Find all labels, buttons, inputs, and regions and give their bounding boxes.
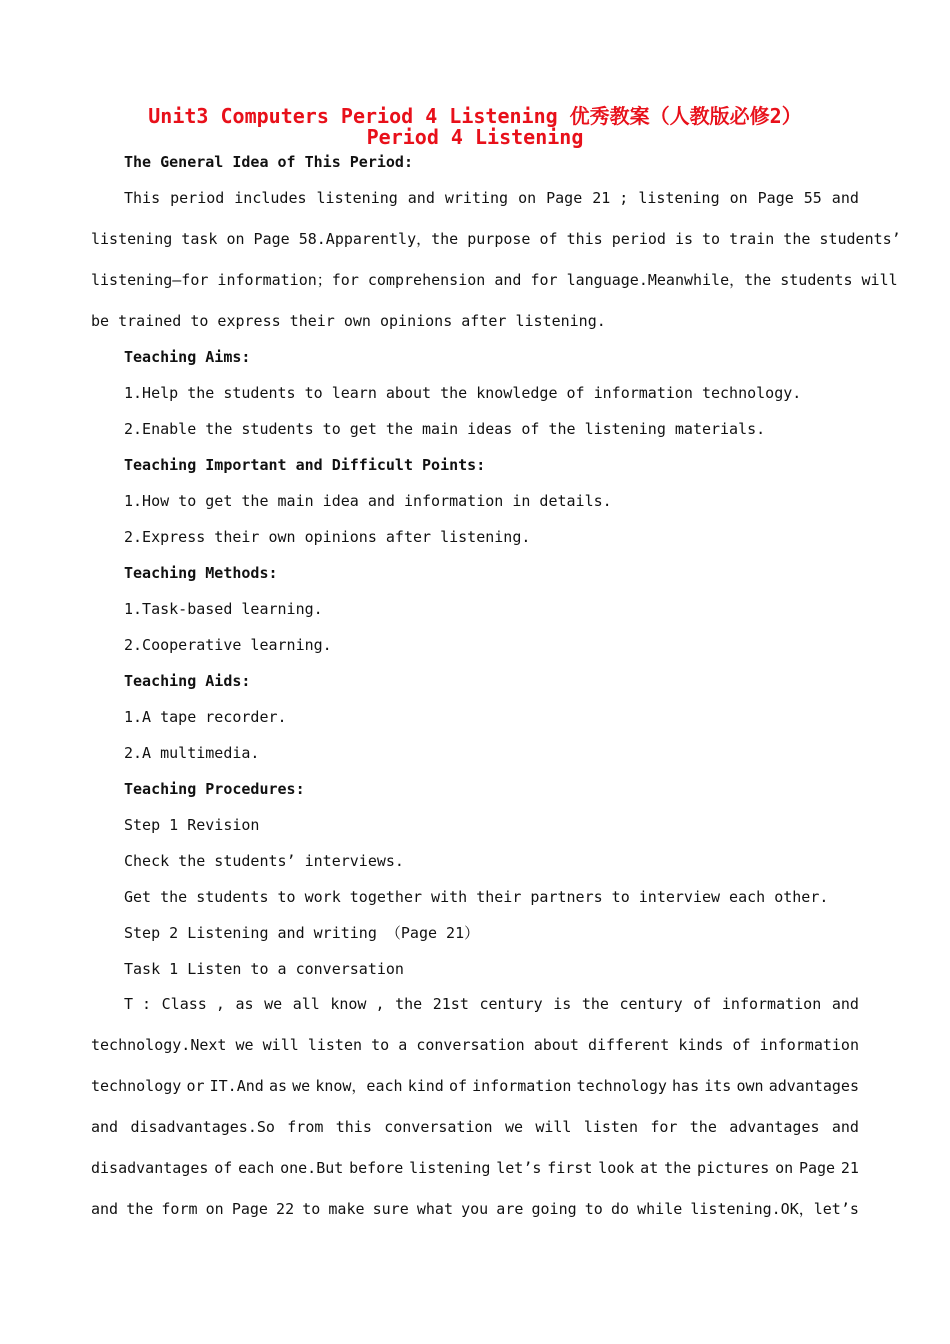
word: 21	[840, 1159, 859, 1177]
word: kind	[407, 1077, 444, 1095]
word: Page	[231, 1200, 268, 1218]
procedure-line: Task 1 Listen to a conversation	[124, 960, 404, 978]
word: this	[335, 1118, 372, 1136]
word: listen	[307, 1036, 363, 1054]
teacher-line-4	[91, 1118, 859, 1136]
word: kinds	[678, 1036, 724, 1054]
word: IT.And	[209, 1077, 264, 1095]
word: on	[775, 1159, 794, 1177]
word: a	[398, 1036, 408, 1054]
word: at	[640, 1159, 659, 1177]
teacher-line-2	[91, 1036, 859, 1054]
word: disadvantages.So	[130, 1118, 275, 1136]
word: the	[395, 995, 423, 1013]
word: different	[587, 1036, 670, 1054]
procedure-line: Step 1 Revision	[124, 816, 260, 834]
word: advantages	[768, 1077, 859, 1095]
word: information	[759, 1036, 859, 1054]
word: conversation	[416, 1036, 525, 1054]
word: century	[619, 995, 683, 1013]
teacher-line-6	[91, 1200, 859, 1218]
word: will	[262, 1036, 299, 1054]
word: as	[268, 1077, 287, 1095]
word: you	[461, 1200, 489, 1218]
teaching-aim-item: 2.Enable the students to get the main ideas of the listening materials.	[124, 420, 766, 438]
word: Page	[798, 1159, 836, 1177]
word: each	[238, 1159, 275, 1177]
teacher-line-5	[91, 1159, 859, 1177]
word: information	[472, 1077, 572, 1095]
word: about	[533, 1036, 579, 1054]
word: while	[637, 1200, 683, 1218]
word: technology	[576, 1077, 667, 1095]
teaching-aims-heading: Teaching Aims:	[124, 348, 251, 366]
word: technology	[91, 1077, 182, 1095]
teaching-method-item: 2.Cooperative learning.	[124, 636, 332, 654]
important-points-heading: Teaching Important and Difficult Points:	[124, 456, 486, 474]
word: listening	[409, 1159, 491, 1177]
word: century	[479, 995, 543, 1013]
teaching-aim-item: 1.Help the students to learn about the knowledge of information technology.	[124, 384, 802, 402]
teaching-aids-heading: Teaching Aids:	[124, 672, 251, 690]
word: and	[831, 189, 859, 207]
word: period	[170, 189, 225, 207]
document-subtitle: Period 4 Listening	[366, 125, 584, 149]
word: make	[328, 1200, 365, 1218]
word: Class ,	[161, 995, 225, 1013]
general-idea-heading: The General Idea of This Period:	[124, 153, 413, 171]
word: let’s	[496, 1159, 542, 1177]
word: pictures	[696, 1159, 770, 1177]
word: the	[664, 1159, 692, 1177]
word: will	[535, 1118, 572, 1136]
word: own	[736, 1077, 764, 1095]
word: on	[205, 1200, 224, 1218]
word: from	[287, 1118, 324, 1136]
word: one.But	[280, 1159, 344, 1177]
general-idea-line-1	[124, 189, 859, 207]
word: are	[496, 1200, 524, 1218]
word: we	[292, 1077, 311, 1095]
document-title: Unit3 Computers Period 4 Listening 优秀教案（人教版必修2）	[148, 104, 802, 128]
important-point-item: 1.How to get the main idea and information in details.	[124, 492, 612, 510]
word: do	[610, 1200, 629, 1218]
word: listening	[316, 189, 398, 207]
word: is	[553, 995, 572, 1013]
word: advantages	[729, 1118, 820, 1136]
word: going	[531, 1200, 577, 1218]
word: writing	[444, 189, 509, 207]
word: 22	[276, 1200, 295, 1218]
word: includes	[234, 189, 307, 207]
word: first	[547, 1159, 593, 1177]
word: before	[349, 1159, 404, 1177]
teaching-methods-heading: Teaching Methods:	[124, 564, 278, 582]
word: of	[693, 995, 712, 1013]
word: of	[732, 1036, 751, 1054]
word: know ,	[330, 995, 385, 1013]
word: on	[729, 189, 748, 207]
word: all	[292, 995, 320, 1013]
word: of	[214, 1159, 233, 1177]
word: and	[407, 189, 435, 207]
word: 21st	[432, 995, 469, 1013]
important-point-item: 2.Express their own opinions after listening.	[124, 528, 531, 546]
word: and	[831, 1118, 859, 1136]
word: listening.OK，let’s	[690, 1200, 859, 1218]
teaching-aid-item: 2.A multimedia.	[124, 744, 260, 762]
teaching-method-item: 1.Task-based learning.	[124, 600, 323, 618]
word: and	[831, 995, 859, 1013]
word: know，each	[315, 1077, 403, 1095]
word: on	[518, 189, 537, 207]
word: the	[581, 995, 609, 1013]
word: 55	[803, 189, 822, 207]
word: to	[302, 1200, 321, 1218]
word: of	[448, 1077, 467, 1095]
teaching-aid-item: 1.A tape recorder.	[124, 708, 287, 726]
word: its	[704, 1077, 732, 1095]
word: what	[416, 1200, 453, 1218]
word: conversation	[384, 1118, 493, 1136]
general-idea-line-3: listening—for information；for comprehension and for language.Meanwhile，the students will	[91, 271, 898, 289]
procedure-line: Get the students to work together with their partners to interview each other.	[124, 888, 829, 906]
word: the	[126, 1200, 154, 1218]
word: look	[598, 1159, 635, 1177]
word: T :	[124, 995, 152, 1013]
word: listen	[583, 1118, 638, 1136]
word: to	[584, 1200, 603, 1218]
teacher-line-3	[91, 1077, 859, 1095]
word: form	[161, 1200, 198, 1218]
teaching-procedures-heading: Teaching Procedures:	[124, 780, 305, 798]
word: Page	[546, 189, 583, 207]
word: we	[235, 1036, 254, 1054]
word: to	[371, 1036, 390, 1054]
word: the	[689, 1118, 717, 1136]
word: sure	[372, 1200, 409, 1218]
word: listening	[638, 189, 720, 207]
general-idea-line-4: be trained to express their own opinions after listening.	[91, 312, 606, 330]
procedure-line: Check the students’ interviews.	[124, 852, 404, 870]
word: 21 ;	[592, 189, 629, 207]
word: has	[672, 1077, 700, 1095]
word: technology.Next	[91, 1036, 227, 1054]
word: we	[264, 995, 283, 1013]
word: for	[650, 1118, 678, 1136]
word: as	[235, 995, 254, 1013]
word: This	[124, 189, 161, 207]
word: or	[186, 1077, 205, 1095]
word: Page	[757, 189, 794, 207]
word: and	[91, 1200, 119, 1218]
teacher-line-1	[124, 995, 859, 1013]
word: disadvantages	[91, 1159, 209, 1177]
procedure-line: Step 2 Listening and writing （Page 21）	[124, 924, 480, 942]
word: we	[504, 1118, 523, 1136]
word: and	[91, 1118, 119, 1136]
general-idea-line-2: listening task on Page 58.Apparently，the purpose of this period is to train the students’	[91, 230, 901, 248]
word: information	[721, 995, 822, 1013]
